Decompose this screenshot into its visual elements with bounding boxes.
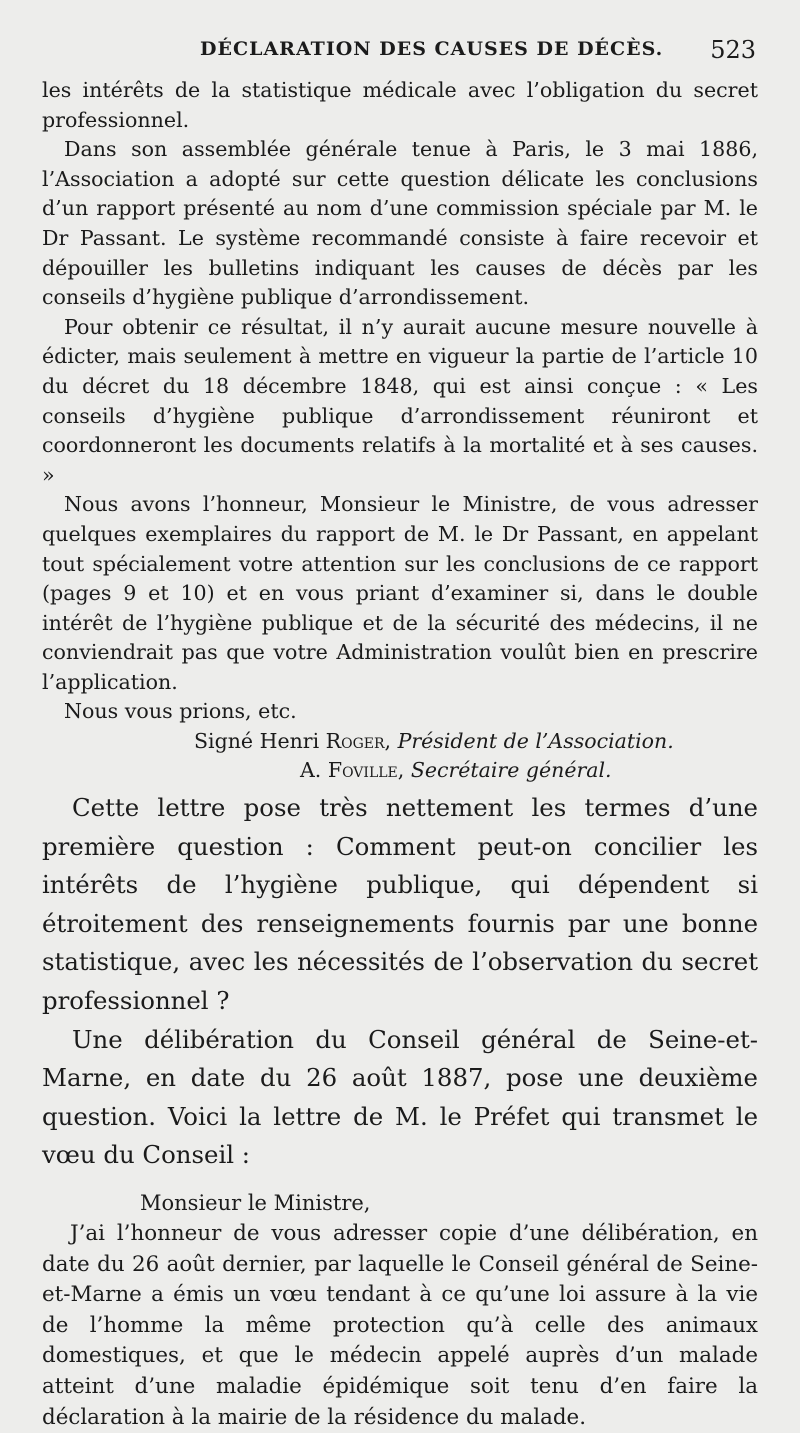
quoted-letter-text: [42, 76, 758, 727]
paragraph-continuation: les intérêts de la statistique médicale avec l’obligation du secret professionnel.: [42, 78, 758, 132]
paragraph: J’ai l’honneur de vous adresser copie d’une délibération, en date du 26 août dernier, par laquelle le Conseil général de Seine-et-Marne a émis un vœu tendant à ce qu’une loi assure à la vie de l’homme la même protection qu’à celle des animaux domestiques, et que le médecin appelé auprès d’un malade atteint d’une maladie épidémique soit tenu d’en faire la déclaration à la mairie de la résidence du malade.: [42, 1221, 758, 1430]
paragraph: Pour obtenir ce résultat, il n’y aurait aucune mesure nouvelle à édicter, mais seulement à mettre en vigueur la partie de l’article 10 du décret du 18 décembre 1848, qui est ainsi conçue : « Les conseils d’hygiène publique d’arrondissement réuniront et coordonneront les documents relatifs à la mortalité et à ses causes. »: [42, 314, 758, 487]
paragraph: Nous avons l’honneur, Monsieur le Ministre, de vous adresser quelques exemplaires du rapport de M. le Dr Passant, en appelant tout spécialement votre attention sur les conclusions de ce rapport (pages 9 et 10) et en vous priant d’examiner si, dans le double intérêt de l’hygiène publique et de la sécurité des médecins, il ne conviendrait pas que votre Administration voulût bien en prescrire l’application.: [42, 492, 758, 694]
prefect-letter: [42, 1187, 758, 1433]
page-number: 523: [710, 36, 756, 64]
running-title: DÉCLARATION DES CAUSES DE DÉCÈS.: [200, 38, 664, 60]
signature-line: A. Foville, Secrétaire général.: [300, 758, 612, 783]
paragraph: Cette lettre pose très nettement les termes d’une première question : Comment peut-on concilier les intérêts de l’hygiène publique, qui dépendent si étroitement des renseignements fournis par une bonne statistique, avec les nécessités de l’observation du secret professionnel ?: [42, 793, 758, 1016]
paragraph: Une délibération du Conseil général de Seine-et-Marne, en date du 26 août 1887, pose une deuxième question. Voici la lettre de M. le Préfet qui transmet le vœu du Conseil :: [42, 1024, 758, 1170]
salutation: Monsieur le Ministre,: [140, 1191, 371, 1215]
closing-line: Nous vous prions, etc.: [64, 699, 297, 724]
signature-block: [42, 727, 758, 785]
running-header: [42, 36, 758, 76]
signature-line: Signé Henri Roger, Président de l’Association.: [194, 729, 674, 754]
main-text: [42, 789, 758, 1175]
paragraph: Dans son assemblée générale tenue à Paris, le 3 mai 1886, l’Association a adopté sur cette question délicate les conclusions d’un rapport présenté au nom d’une commission spéciale par M. le Dr Passant. Le système recommandé consiste à faire recevoir et dépouiller les bulletins indiquant les causes de décès par les conseils d’hygiène publique d’arrondissement.: [42, 137, 758, 310]
